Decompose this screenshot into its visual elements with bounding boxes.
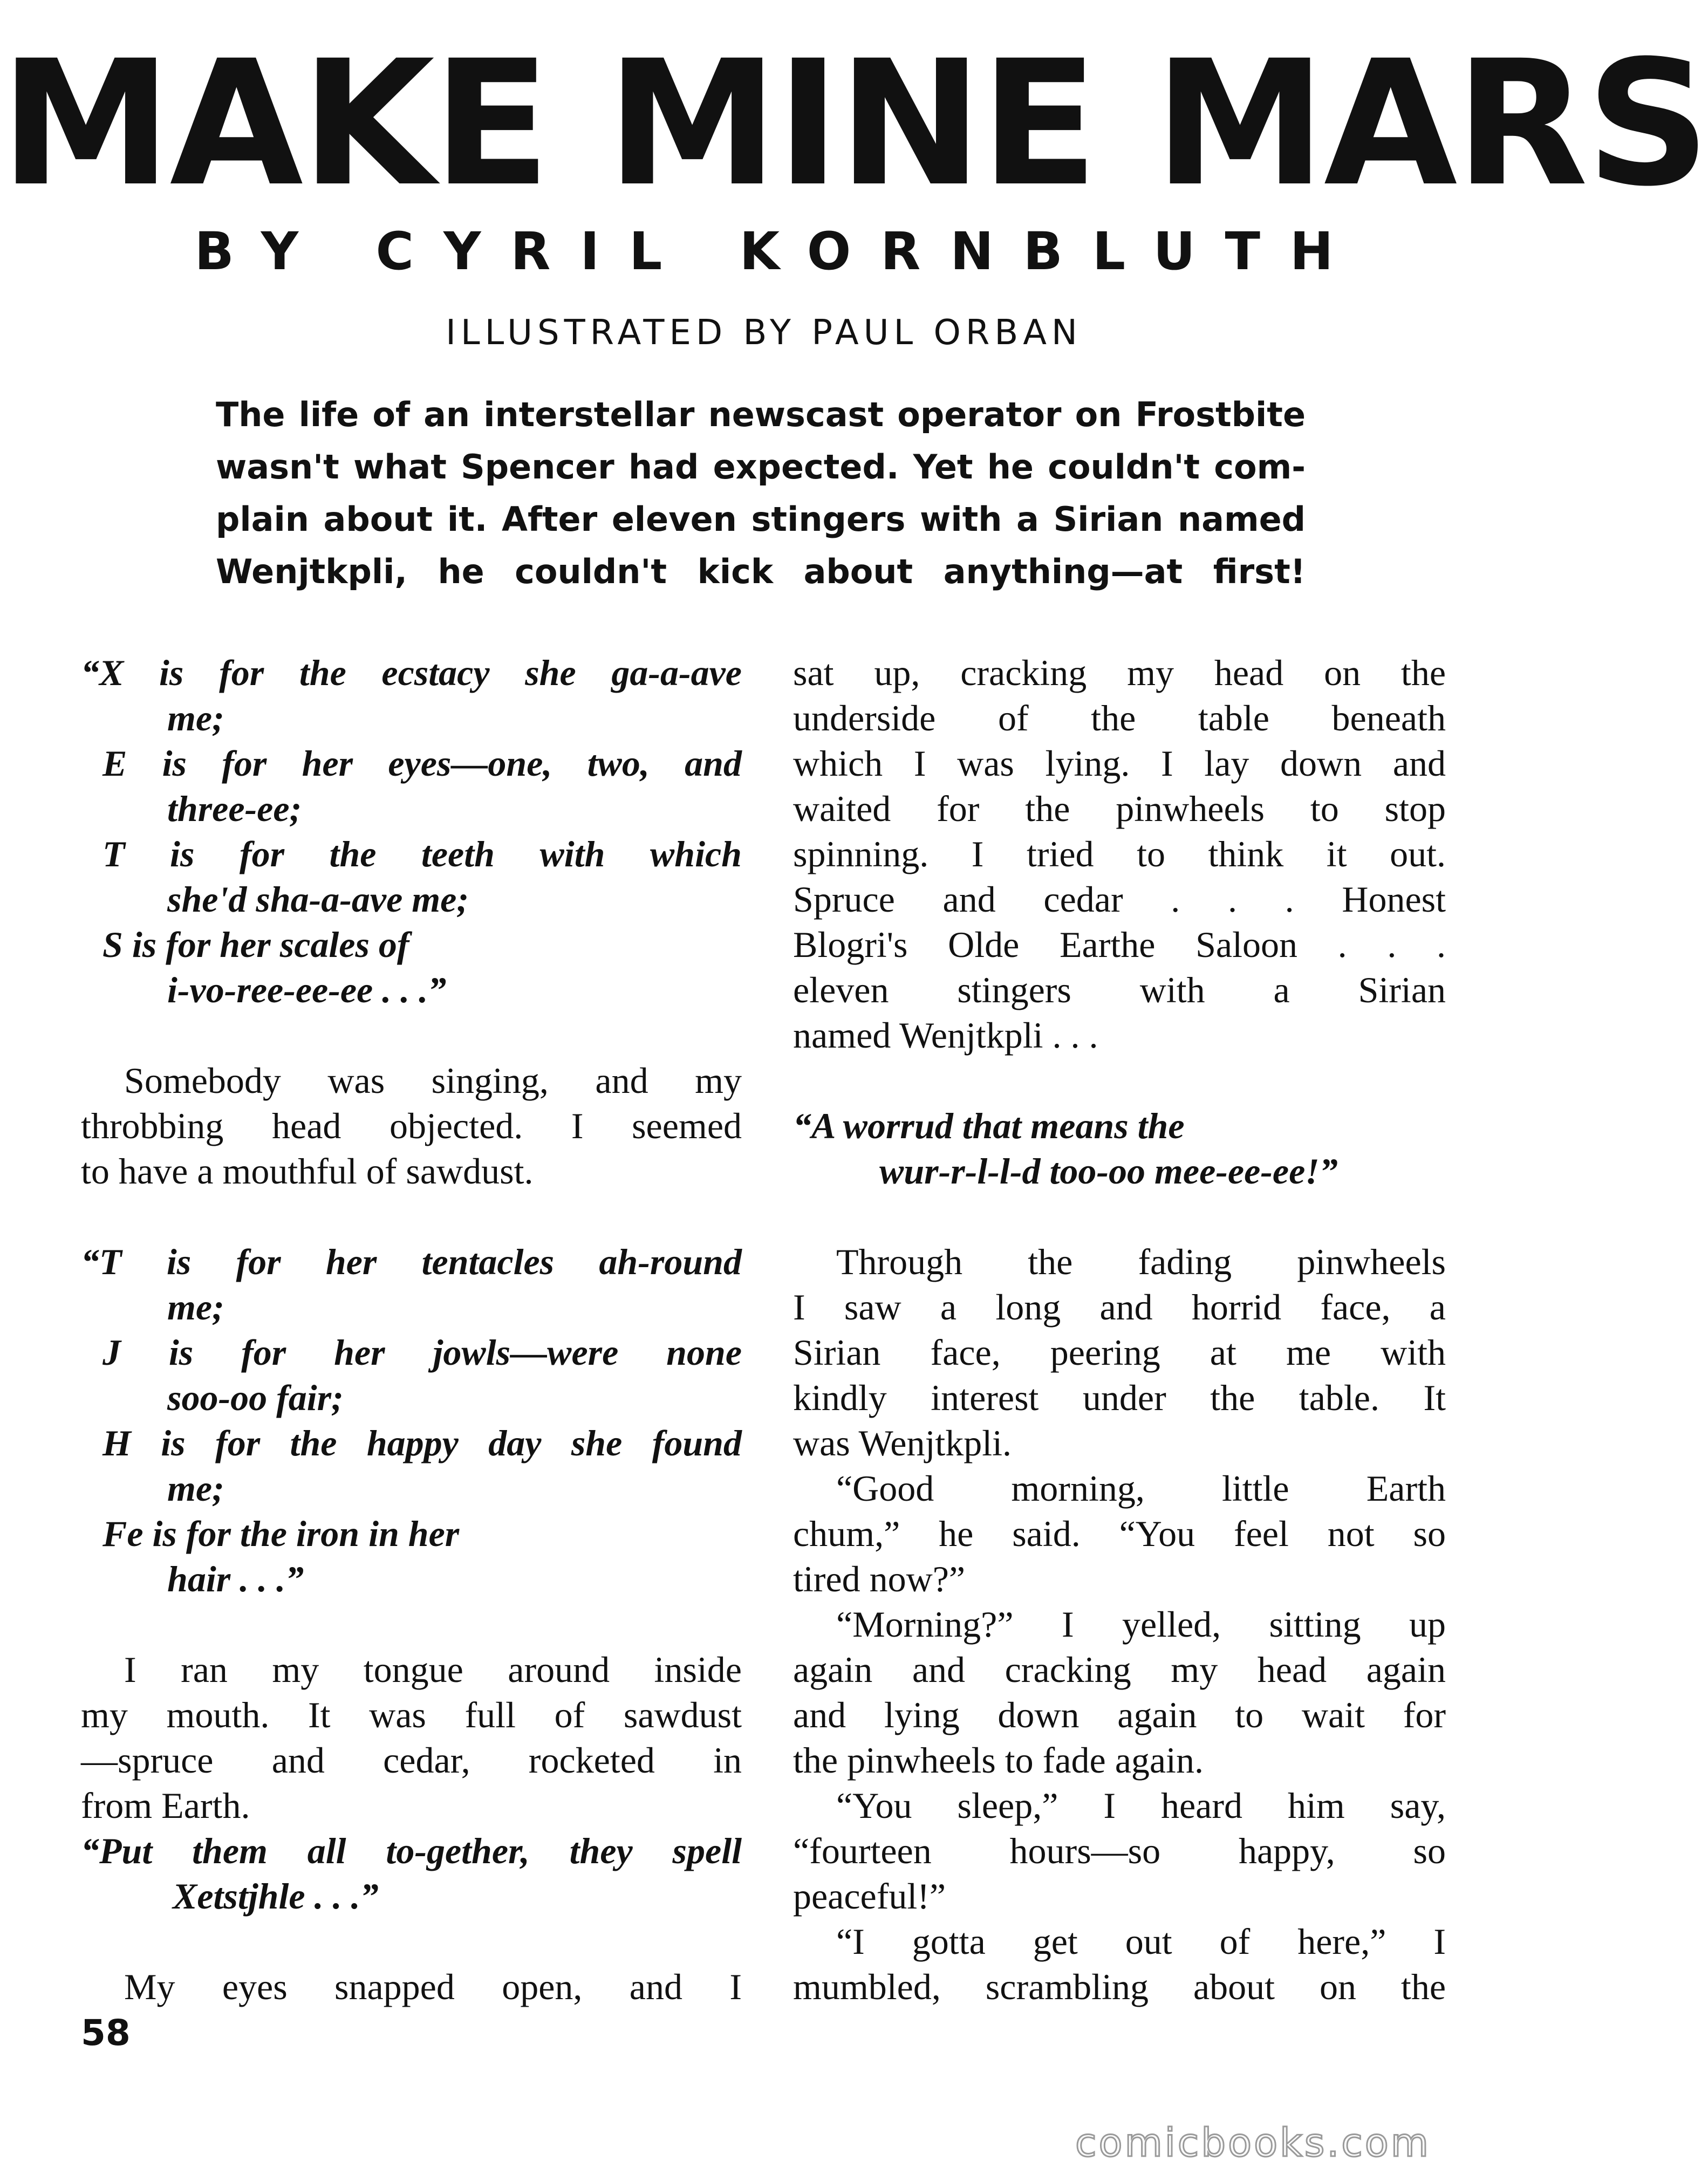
text-line: I ran my tongue around inside <box>124 1649 742 1690</box>
text-line: was Wenjtkpli. <box>793 1422 1012 1463</box>
left-column <box>81 650 742 2009</box>
blurb-line: plain about it. After eleven stingers with a Sirian named <box>216 500 1306 539</box>
paragraph <box>81 1058 742 1194</box>
text-line: Blogri's Olde Earthe Saloon . . . <box>793 924 1446 965</box>
text-line: “I gotta get out of here,” I <box>836 1921 1446 1962</box>
verse-line: “X is for the ecstacy she ga-a-ave <box>81 652 742 693</box>
paragraph <box>793 650 1446 1058</box>
blurb-line: Wenjtkpli, he couldn't kick about anything—at first! <box>216 552 1306 591</box>
verse-line: “Put them all to-gether, they spell <box>81 1830 742 1871</box>
text-line: “Good morning, little Earth <box>836 1468 1446 1509</box>
verse-line: she'd sha-a-ave me; <box>167 879 469 920</box>
paragraph <box>793 1239 1446 1466</box>
verse-line: me; <box>167 1287 224 1328</box>
verse-line: T is for the teeth with which <box>103 833 742 874</box>
text-line: “Morning?” I yelled, sitting up <box>836 1604 1446 1645</box>
text-line: kindly interest under the table. It <box>793 1377 1446 1418</box>
verse-line: J is for her jowls—were none <box>103 1332 742 1373</box>
blurb-line: The life of an interstellar newscast operator on Frostbite <box>216 395 1306 434</box>
verse-block <box>793 1103 1446 1194</box>
verse-line: S is for her scales of <box>103 924 409 965</box>
paragraph <box>81 1647 742 1828</box>
paragraph <box>793 1466 1446 1602</box>
blurb-line: wasn't what Spencer had expected. Yet he couldn't com- <box>216 447 1306 487</box>
text-line: Spruce and cedar . . . Honest <box>793 879 1446 920</box>
text-line: waited for the pinwheels to stop <box>793 788 1446 829</box>
text-line: named Wenjtkpli . . . <box>793 1015 1098 1056</box>
verse-line: soo-oo fair; <box>167 1377 344 1418</box>
text-line: underside of the table beneath <box>793 697 1446 738</box>
watermark: comicbooks.com <box>1075 2120 1431 2165</box>
verse-line: wur-r-l-l-d too-oo mee-ee-ee!” <box>879 1151 1338 1192</box>
text-line: Sirian face, peering at me with <box>793 1332 1446 1373</box>
text-line: “You sleep,” I heard him say, <box>836 1785 1446 1826</box>
text-line: —spruce and cedar, rocketed in <box>81 1740 742 1781</box>
verse-line: i-vo-ree-ee-ee . . .” <box>167 969 447 1010</box>
paragraph <box>81 1964 742 2009</box>
text-line: sat up, cracking my head on the <box>793 652 1446 693</box>
story-blurb <box>216 388 1306 598</box>
text-line: chum,” he said. “You feel not so <box>793 1513 1446 1554</box>
verse-line: “T is for her tentacles ah-round <box>81 1241 742 1282</box>
author-byline: BY CYRIL KORNBLUTH <box>194 221 1363 282</box>
verse-block <box>81 650 742 1013</box>
text-line: spinning. I tried to think it out. <box>793 833 1446 874</box>
text-line: to have a mouthful of sawdust. <box>81 1151 534 1192</box>
text-line: Somebody was singing, and my <box>124 1060 742 1101</box>
right-column <box>793 650 1446 2009</box>
verse-line: hair . . .” <box>167 1558 304 1599</box>
verse-line: E is for her eyes—one, two, and <box>103 743 742 784</box>
text-line: I saw a long and horrid face, a <box>793 1287 1446 1328</box>
page-number: 58 <box>81 2012 131 2054</box>
verse-line: Fe is for the iron in her <box>103 1513 460 1554</box>
text-line: “fourteen hours—so happy, so <box>793 1830 1446 1871</box>
text-line: from Earth. <box>81 1785 250 1826</box>
text-line: throbbing head objected. I seemed <box>81 1105 742 1146</box>
paragraph <box>793 1602 1446 1783</box>
verse-line: Xetstjhle . . .” <box>173 1876 379 1917</box>
text-line: again and cracking my head again <box>793 1649 1446 1690</box>
illustrator-credit: ILLUSTRATED BY PAUL ORBAN <box>446 313 1082 353</box>
text-line: mumbled, scrambling about on the <box>793 1966 1446 2007</box>
text-line: My eyes snapped open, and I <box>124 1966 742 2007</box>
text-line: tired now?” <box>793 1558 966 1599</box>
paragraph <box>793 1919 1446 2009</box>
verse-line: H is for the happy day she found <box>103 1422 742 1463</box>
text-line: my mouth. It was full of sawdust <box>81 1694 742 1735</box>
verse-line: me; <box>167 697 224 738</box>
text-line: peaceful!” <box>793 1876 946 1917</box>
paragraph <box>793 1783 1446 1919</box>
text-line: the pinwheels to fade again. <box>793 1740 1204 1781</box>
verse-line: me; <box>167 1468 224 1509</box>
text-line: and lying down again to wait for <box>793 1694 1446 1735</box>
verse-line: three-ee; <box>167 788 302 829</box>
text-line: Through the fading pinwheels <box>836 1241 1446 1282</box>
verse-line: “A worrud that means the <box>793 1105 1185 1146</box>
story-title: MAKE MINE MARS <box>0 24 1708 224</box>
verse-block <box>81 1828 742 1919</box>
text-line: which I was lying. I lay down and <box>793 743 1446 784</box>
verse-block <box>81 1239 742 1602</box>
text-line: eleven stingers with a Sirian <box>793 969 1446 1010</box>
